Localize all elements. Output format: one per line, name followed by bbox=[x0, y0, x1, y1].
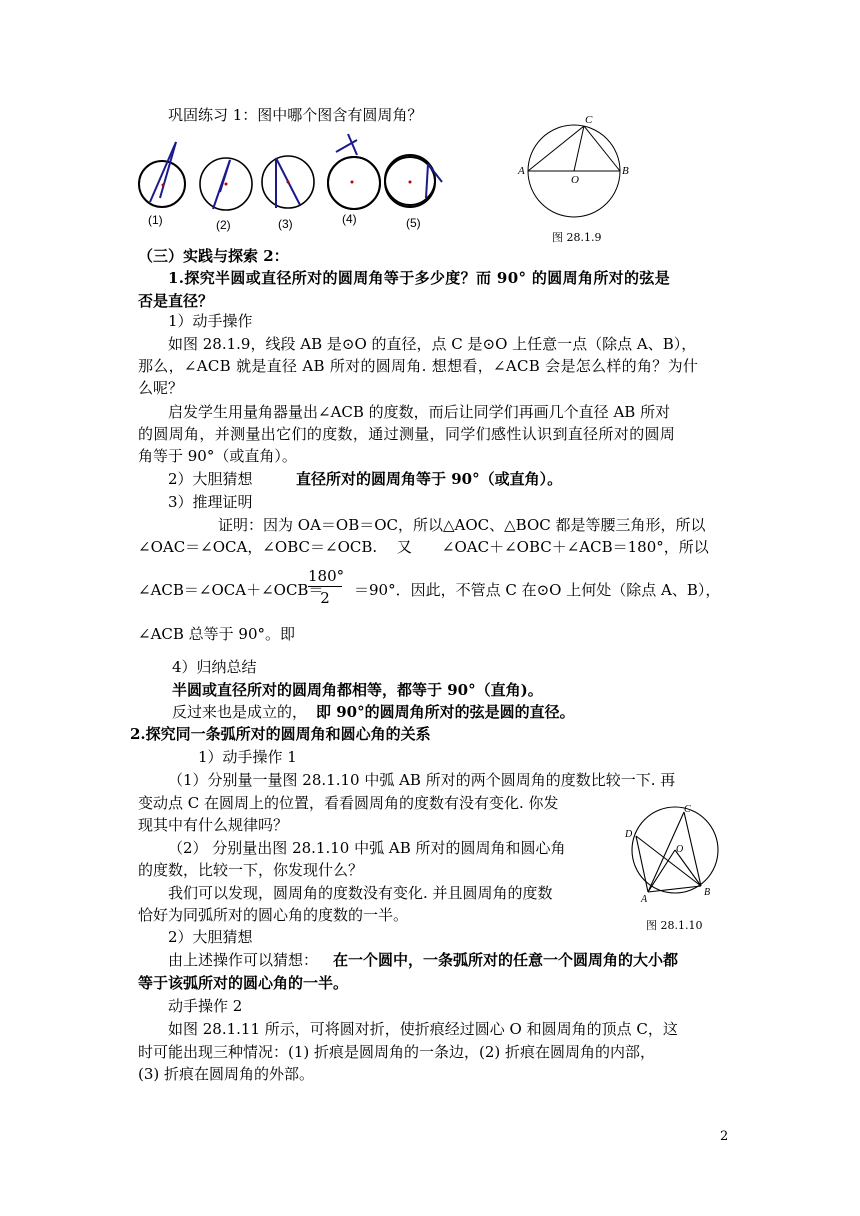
svg-text:O: O bbox=[676, 844, 684, 855]
figure-28-1-10 bbox=[620, 800, 730, 910]
operation-2-line-2: 时可能出现三种情况：(1) 折痕是圆周角的一条边，(2) 折痕在圆周角的内部， bbox=[138, 1043, 656, 1061]
guess-line-2: 等于该弧所对的圆心角的一半。 bbox=[138, 974, 349, 992]
operation-1-line-4: （2） 分别量出图 28.1.10 中弧 AB 所对的圆周角和圆心角 bbox=[168, 839, 566, 857]
svg-text:B: B bbox=[704, 887, 711, 898]
diagram-label-4: (4) bbox=[342, 212, 357, 226]
step-2-heading: 2）大胆猜想 bbox=[168, 470, 253, 488]
section-heading: （三）实践与探索 2： bbox=[138, 247, 289, 265]
paragraph-2-line-1: 启发学生用量角器量出∠ACB 的度数，而后让同学们再画几个直径 AB 所对 bbox=[168, 403, 671, 421]
summary-1: 半圆或直径所对的圆周角都相等，都等于 90°（直角)。 bbox=[172, 681, 543, 699]
guess-line-1-b: 在一个圆中，一条弧所对的任意一个圆周角的大小都 bbox=[333, 951, 679, 969]
diagram-label-5: (5) bbox=[406, 216, 421, 230]
page-number: 2 bbox=[720, 1129, 729, 1144]
diagram-label-2: (2) bbox=[216, 218, 231, 232]
exercise-title: 巩固练习 1：图中哪个图含有圆周角？ bbox=[168, 106, 423, 124]
operation-2-line-3: (3) 折痕在圆周角的外部。 bbox=[138, 1065, 315, 1083]
paragraph-1-line-2: 那么，∠ACB 就是直径 AB 所对的圆周角. 想想看，∠ACB 会是怎么样的角？为什 bbox=[138, 357, 699, 375]
svg-text:C: C bbox=[684, 804, 691, 815]
operation-1-heading: 1）动手操作 1 bbox=[198, 748, 297, 766]
operation-2-line-1: 如图 28.1.11 所示，可将圆对折，使折痕经过圆心 O 和圆周角的顶点 C，这 bbox=[168, 1020, 678, 1038]
svg-text:B: B bbox=[622, 165, 629, 177]
summary-2-a: 反过来也是成立的， bbox=[172, 703, 308, 721]
step-1-heading: 1）动手操作 bbox=[168, 312, 253, 330]
diagram-4-circle bbox=[328, 157, 380, 209]
diagram-label-1: (1) bbox=[148, 213, 163, 227]
operation-1-line-2: 变动点 C 在圆周上的位置，看看圆周角的度数有没有变化. 你发 bbox=[138, 794, 559, 812]
operation-2-heading: 动手操作 2 bbox=[168, 997, 243, 1015]
operation-1-line-5: 的度数，比较一下，你发现什么？ bbox=[138, 861, 364, 879]
step-3-heading: 3）推理证明 bbox=[168, 493, 253, 511]
guess-line-1-a: 由上述操作可以猜想： bbox=[168, 951, 319, 969]
exercise-diagrams bbox=[130, 130, 460, 240]
summary-2-b: 即 90°的圆周角所对的弦是圆的直径。 bbox=[316, 703, 575, 721]
diagram-1-line bbox=[160, 142, 176, 198]
step-4-heading: 4）归纳总结 bbox=[172, 658, 257, 676]
guess-heading: 2）大胆猜想 bbox=[168, 928, 253, 946]
figure-caption-28-1-10: 图 28.1.10 bbox=[646, 919, 703, 932]
paragraph-2-line-2: 的圆周角，并测量出它们的度数，通过测量，同学们感性认识到直径所对的圆周 bbox=[138, 425, 676, 443]
paragraph-1-line-3: 么呢？ bbox=[138, 379, 184, 397]
proof-line-3-b: ＝90°．因此，不管点 C 在⊙O 上何处（除点 A、B）， bbox=[354, 581, 721, 599]
diagram-1-line bbox=[150, 142, 176, 202]
paragraph-2-line-3: 角等于 90°（或直角）。 bbox=[138, 447, 297, 465]
question-2-heading: 2.探究同一条弧所对的圆周角和圆心角的关系 bbox=[130, 725, 431, 743]
svg-text:D: D bbox=[625, 829, 633, 840]
diagram-2-line bbox=[220, 160, 230, 192]
proof-line-2: ∠OAC＝∠OCA，∠OBC＝∠OCB. 又 ∠OAC＋∠OBC＋∠ACB＝180°，所以 bbox=[138, 538, 709, 556]
figure-28-1-9 bbox=[515, 110, 635, 230]
proof-line-1: 证明：因为 OA＝OB＝OC，所以△AOC、△BOC 都是等腰三角形，所以 bbox=[218, 516, 706, 534]
operation-1-line-6: 我们可以发现，圆周角的度数没有变化. 并且圆周角的度数 bbox=[168, 884, 553, 902]
svg-text:C: C bbox=[585, 114, 593, 126]
svg-text:O: O bbox=[571, 174, 579, 186]
diagram-label-3: (3) bbox=[278, 217, 293, 231]
fraction bbox=[308, 566, 345, 609]
fraction-denominator: 2 bbox=[320, 589, 330, 607]
operation-1-line-1: （1）分别量一量图 28.1.10 中弧 AB 所对的两个圆周角的度数比较一下. 再 bbox=[168, 771, 676, 789]
paragraph-1-line-1: 如图 28.1.9，线段 AB 是⊙O 的直径，点 C 是⊙O 上任意一点（除点 A、B）， bbox=[168, 335, 697, 353]
operation-1-line-3: 现其中有什么规律吗？ bbox=[138, 816, 289, 834]
svg-text:A: A bbox=[518, 165, 525, 177]
fraction-numerator: 180° bbox=[308, 567, 345, 585]
question-1-line-2: 否是直径？ bbox=[138, 292, 214, 310]
diagram-5-line bbox=[426, 164, 428, 198]
figure-caption-28-1-9: 图 28.1.9 bbox=[552, 231, 602, 244]
svg-text:A: A bbox=[641, 894, 648, 905]
operation-1-line-7: 恰好为同弧所对的圆心角的度数的一半。 bbox=[138, 906, 409, 924]
proof-line-3-a: ∠ACB＝∠OCA＋∠OCB＝ bbox=[138, 581, 324, 599]
proof-line-4: ∠ACB 总等于 90°。即 bbox=[138, 625, 296, 643]
question-1-line-1: 1.探究半圆或直径所对的圆周角等于多少度？而 90° 的圆周角所对的弦是 bbox=[168, 269, 671, 287]
step-2-conjecture: 直径所对的圆周角等于 90°（或直角）。 bbox=[296, 470, 563, 488]
